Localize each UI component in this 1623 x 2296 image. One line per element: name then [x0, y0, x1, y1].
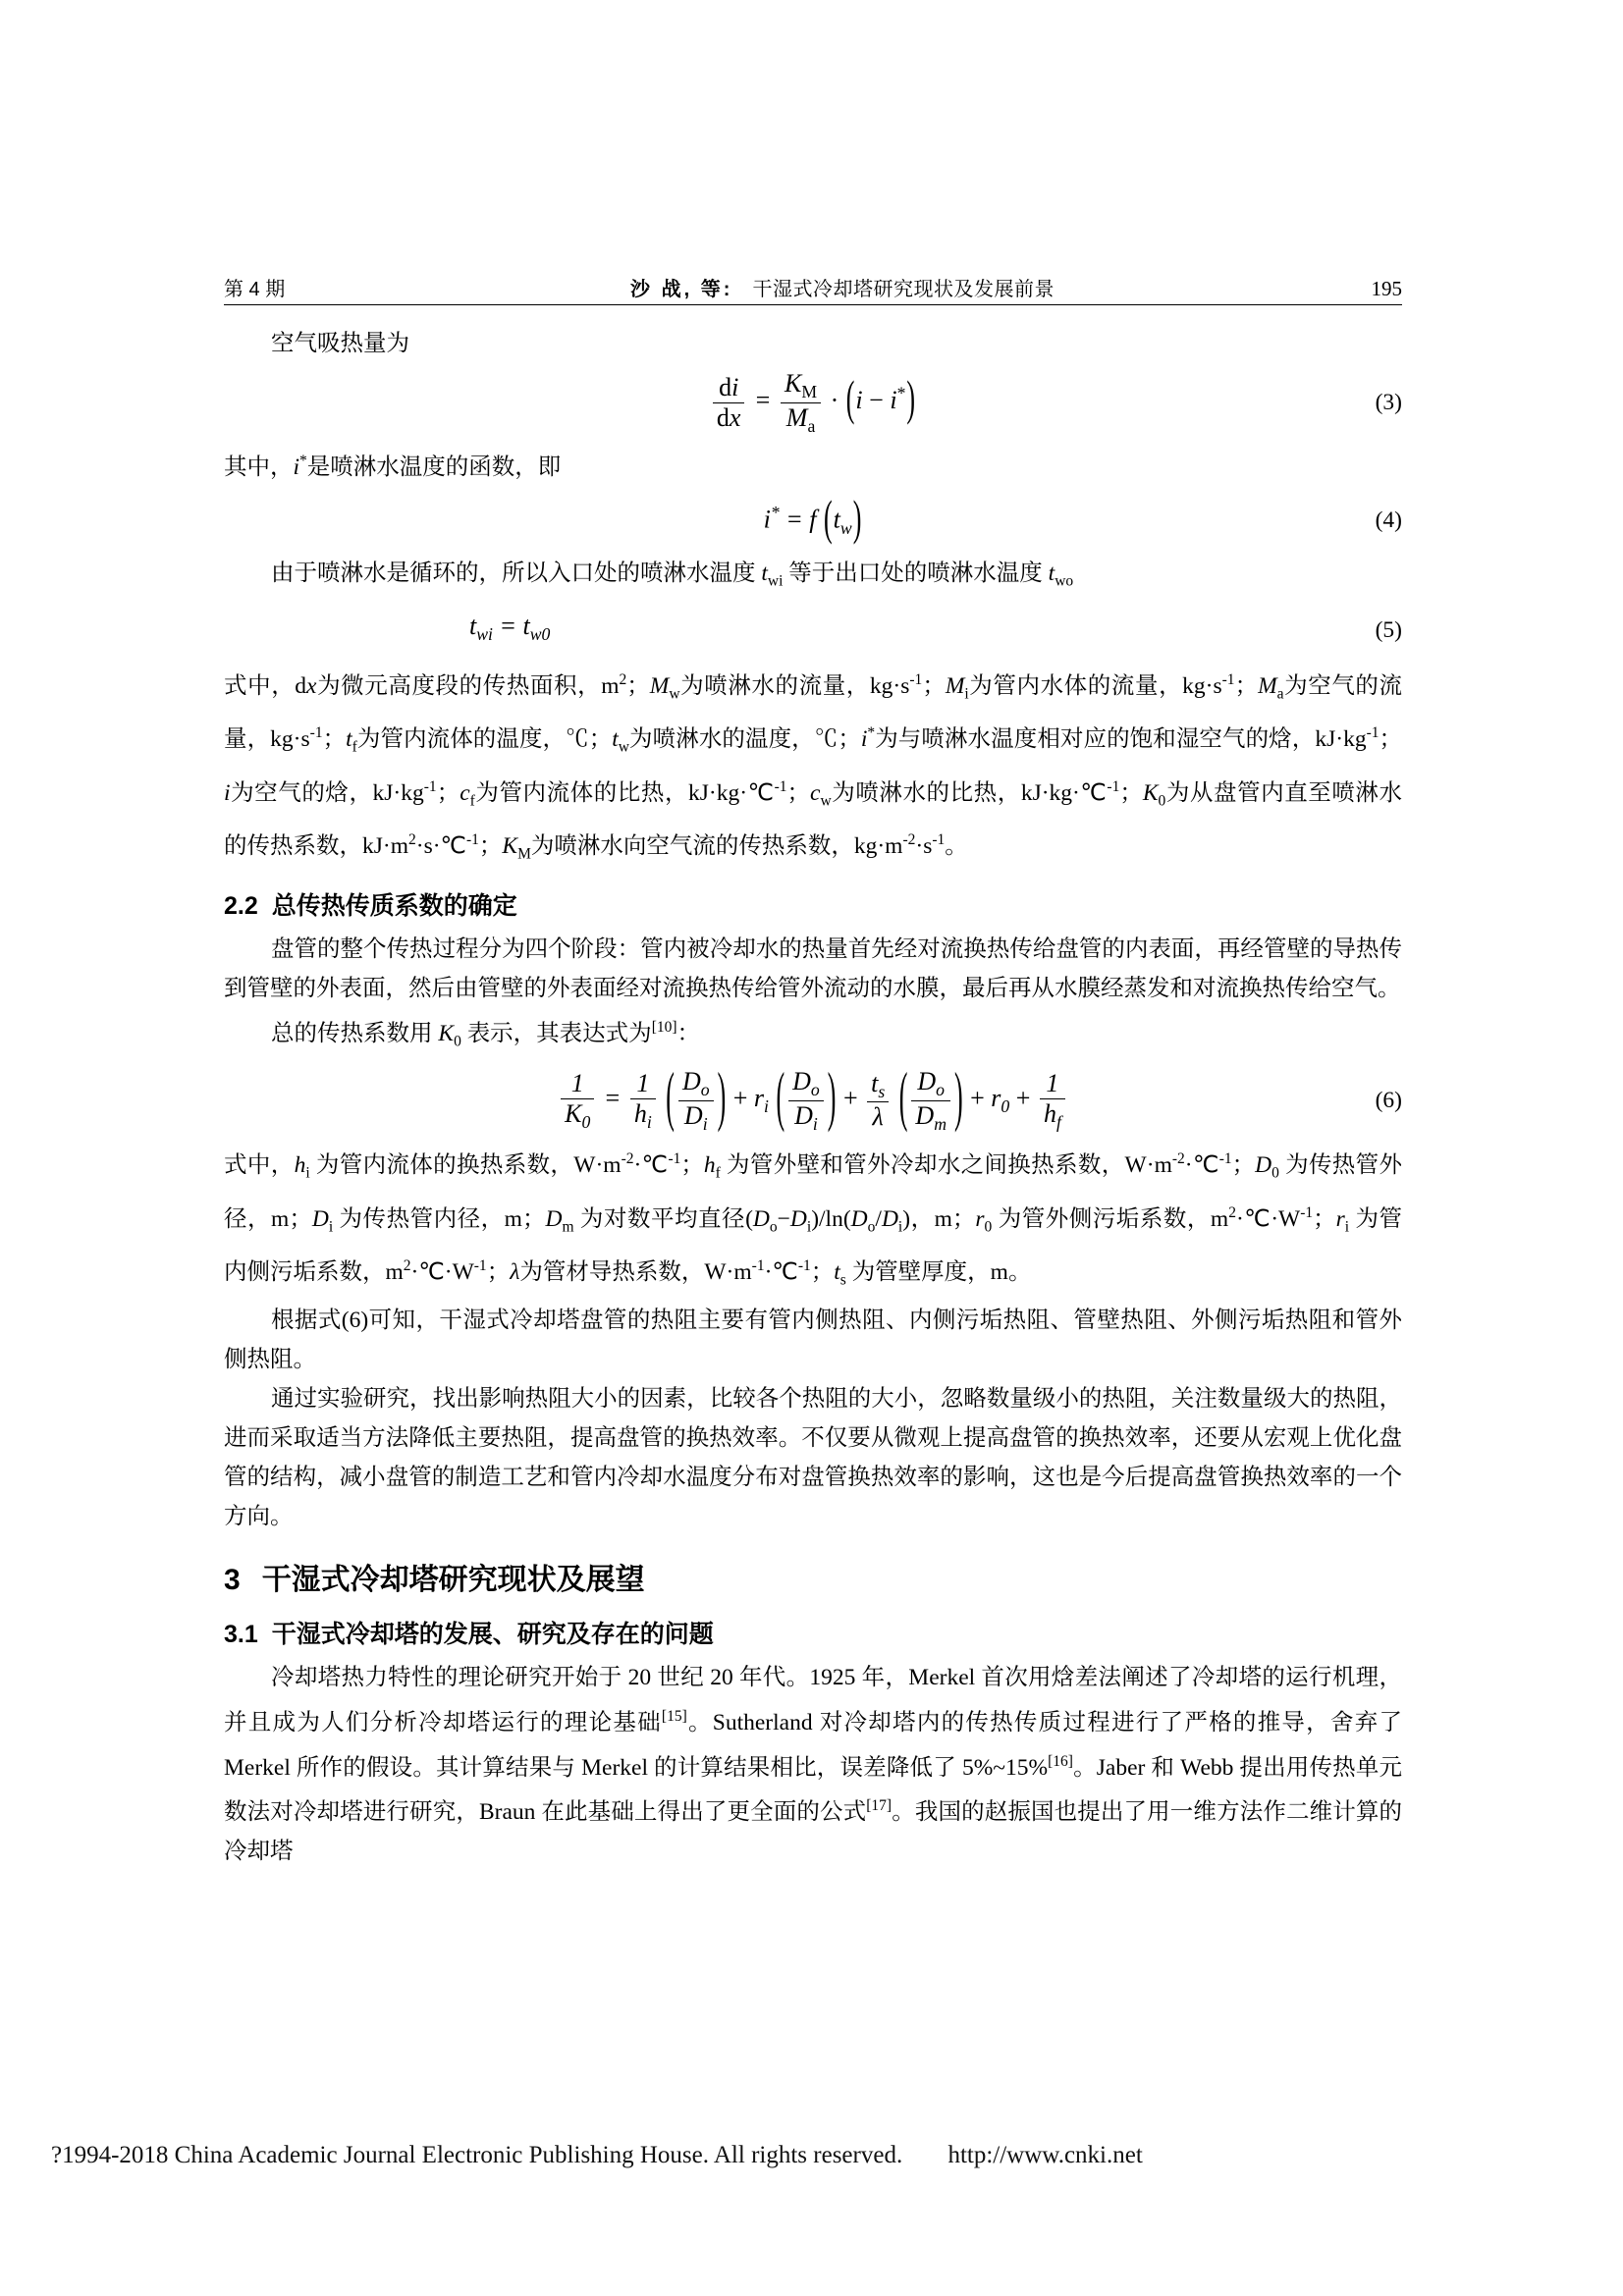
equation-5-expression: $t_{wi} = t_{w0}$ — [469, 612, 551, 645]
running-head-article-title: 干湿式冷却塔研究现状及发展前景 — [752, 279, 1055, 300]
section-heading-3 — [224, 1558, 1402, 1603]
section-3-number: 3 — [224, 1563, 241, 1596]
footer-copyright — [51, 2142, 1583, 2169]
footer-copyright-text: ?1994-2018 China Academic Journal Electronic Publishing House. All rights reserved. — [51, 2142, 903, 2168]
paragraph-where-i: 其中，i*是喷淋水温度的函数，即 — [224, 453, 562, 480]
article-body — [224, 324, 1402, 1871]
paragraph-3-1-1: 冷却塔热力特性的理论研究开始于 20 世纪 20 年代。1925 年，Merkel 首次用焓差法阐述了冷却塔的运行机理，并且成为人们分析冷却塔运行的理论基础[15]。Sutherland 对冷却塔内的传热传质过程进行了严格的推导，舍弃了 Merkel 所作的假设。其计算结果与 Merkel 的计算结果相比，误差降低了 5%~15%[16]。Jaber 和 Webb 提出用传热单元数法对冷却塔进行研究，Braun 在此基础上得出了更全面的公式[17]。我国的赵振国也提出了用一维方法作二维计算的冷却塔 — [224, 1664, 1403, 1865]
equation-3 — [224, 369, 1402, 436]
running-head-title — [420, 273, 1265, 301]
paragraph-2-2-3: 根据式(6)可知，干湿式冷却塔盘管的热阻主要有管内侧热阻、内侧污垢热阻、管壁热阻、外侧污垢热阻和管外侧热阻。 — [224, 1307, 1402, 1372]
paragraph-2-2-4: 通过实验研究，找出影响热阻大小的因素，比较各个热阻的大小，忽略数量级小的热阻，关注数量级大的热阻，进而采取适当方法降低主要热阻，提高盘管的换热效率。不仅要从微观上提高盘管的换热效率，还要从宏观上优化盘管的结构，减小盘管的制造工艺和管内冷却水温度分布对盘管换热效率的影响，这也是今后提高盘管换热效率的一个方向。 — [224, 1385, 1402, 1529]
equation-6 — [224, 1059, 1402, 1134]
running-head-issue: 第 4 期 — [224, 279, 286, 300]
section-heading-2-2 — [224, 886, 1402, 926]
equation-5-number: (5) — [1375, 617, 1402, 644]
equation-4-number: (4) — [1375, 507, 1402, 533]
paragraph-circulating: 由于喷淋水是循环的，所以入口处的喷淋水温度 $t_{wi}$ 等于出口处的喷淋水温度 $t_{wo}$ — [271, 560, 1074, 590]
paragraph-2-2-2: 总的传热系数用 $K_0$ 表示，其表达式为[10]： — [271, 1018, 701, 1050]
paragraph-nomenclature-1: 式中，dx为微元高度段的传热面积，$m^2$；$M_w$为喷淋水的流量，$kg\cdot s^{-1}$；$M_i$为管内水体的流量，$kg\cdot s^{-1}$；$M_a$为空气的流量，$kg\cdot s^{-1}$；$t_f$为管内流体的温度，℃；$t_w$为喷淋水的温度，℃；i*为与喷淋水温度相对应的饱和湿空气的焓，$kJ\cdot kg^{-1}$；i为空气的焓，$kJ\cdot kg^{-1}$；$c_f$为管内流体的比热，kJ·kg·℃$^{-1}$；$c_w$为喷淋水的比热，kJ·kg·℃$^{-1}$；$K_0$为从盘管内直至喷淋水的传热系数，$kJ\cdot m^2\cdot s\cdot℃^{-1}$；$K_M$为喷淋水向空气流的传热系数，$kg\cdot m^{-2}\cdot s^{-1}$。 — [224, 670, 1403, 863]
header-rule — [224, 304, 1402, 305]
section-3-title: 干湿式冷却塔研究现状及展望 — [261, 1563, 645, 1596]
equation-4 — [224, 493, 1402, 548]
section-2-2-number: 2.2 — [224, 891, 258, 920]
paragraph-2-2-1: 盘管的整个传热过程分为四个阶段：管内被冷却水的热量首先经对流换热传给盘管的内表面，再经管壁的导热传到管壁的外表面，然后由管壁的外表面经对流换热传给管外流动的水膜，最后再从水膜经蒸发和对流换热传给空气。 — [224, 935, 1402, 1001]
running-head-authors: 沙 战, 等: — [630, 279, 733, 300]
section-2-2-title: 总传热传质系数的确定 — [271, 891, 517, 920]
equation-6-expression: $\frac{1}{K_0}$ = $\frac{1}{h_i}$ ( $\frac{D_o}{D_i}$ ) + $r_i$ ( $\frac{D_o}{D_i}$ ) + $\frac{t_s}{\lambda}$ ( $\frac{D_o}{D_m}$ ) + $r_0$ + $\frac{1}{h_f}$ — [558, 1067, 1068, 1134]
running-head — [224, 273, 1402, 301]
equation-6-number: (6) — [1375, 1088, 1402, 1114]
equation-5 — [224, 607, 1402, 654]
equation-4-expression: i* = f $(t_w)$ — [763, 491, 862, 546]
page-number: 195 — [1371, 277, 1402, 300]
section-3-1-number: 3.1 — [224, 1620, 258, 1648]
section-heading-3-1 — [224, 1615, 1402, 1654]
paragraph-nomenclature-2: 式中，$h_i$ 为管内流体的换热系数，$W\cdot m^{-2}\cdot℃^{-1}$；$h_f$ 为管外壁和管外冷却水之间换热系数，$W\cdot m^{-2}\cdot℃^{-1}$；$D_0$ 为传热管外径，m；$D_i$ 为传热管内径，m；$D_m$ 为对数平均直径$(D_o-D_i)/\ln(D_o/D_i)$，m；$r_0$ 为管外侧污垢系数，$m^2\cdot℃\cdot W^{-1}$；$r_i$ 为管内侧污垢系数，$m^2\cdot℃\cdot W^{-1}$；λ为管材导热系数，$W\cdot m^{-1}\cdot℃^{-1}$；$t_s$ 为管壁厚度，m。 — [224, 1150, 1403, 1289]
section-3-1-title: 干湿式冷却塔的发展、研究及存在的问题 — [271, 1620, 714, 1648]
paragraph-air-heat: 空气吸热量为 — [271, 331, 409, 356]
footer-url[interactable]: http://www.cnki.net — [947, 2142, 1143, 2168]
equation-3-expression: $\frac{di}{dx}$ = $\frac{K_M}{M_a}$ · (i − i*) — [710, 369, 916, 436]
equation-3-number: (3) — [1375, 390, 1402, 416]
